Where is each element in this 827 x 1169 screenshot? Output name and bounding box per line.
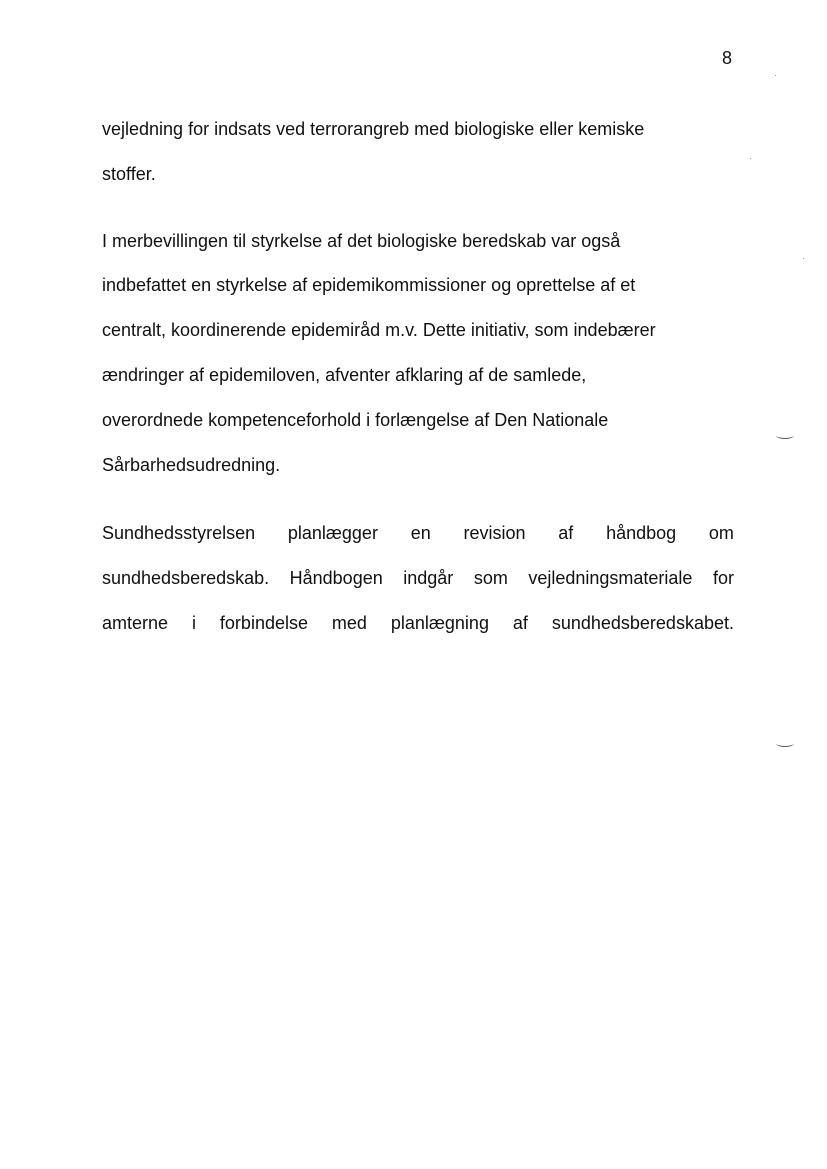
word: amterne [102,613,169,633]
word: håndbog [606,523,677,543]
paragraph-3-line-3 [102,611,734,635]
word: planlægger [287,523,378,543]
scan-speck [775,75,776,76]
word: Håndbogen [289,568,383,588]
paragraph-2-line-4: ændringer af epidemiloven, afventer afklaring af de samlede, [102,365,587,385]
word: sundhedsberedskab. [102,568,270,588]
word: revision [463,523,526,543]
word: forbindelse [219,613,308,633]
paragraph-1-line-2: stoffer. [102,164,156,184]
paragraph-2-line-5: overordnede kompetenceforhold i forlængelse af Den Nationale [102,410,609,430]
page-number: 8 [722,48,733,68]
paragraph-2-line-6: Sårbarhedsudredning. [102,455,281,475]
paragraph-2-line-3: centralt, koordinerende epidemiråd m.v. Dette initiativ, som indebærer [102,320,656,340]
paragraph-3-line-2 [102,566,734,590]
word: med [331,613,367,633]
scan-mark [776,740,794,747]
scan-speck [750,158,751,159]
word: af [558,523,574,543]
word: Sundhedsstyrelsen [102,523,256,543]
scan-mark [776,432,794,439]
word: for [712,568,734,588]
word: sundhedsberedskabet. [551,613,734,633]
paragraph-2-line-1: I merbevillingen til styrkelse af det biologiske beredskab var også [102,231,621,251]
word: af [512,613,528,633]
paragraph-1-line-1: vejledning for indsats ved terrorangreb med biologiske eller kemiske [102,119,645,139]
word: om [708,523,734,543]
paragraph-2-line-2: indbefattet en styrkelse af epidemikommissioner og oprettelse af et [102,275,636,295]
word: en [410,523,431,543]
word: indgår [403,568,454,588]
paragraph-3-line-1 [102,521,734,545]
word: vejledningsmateriale [528,568,693,588]
word: planlægning [390,613,489,633]
word: i [191,613,196,633]
word: som [473,568,508,588]
scan-speck [803,258,804,259]
